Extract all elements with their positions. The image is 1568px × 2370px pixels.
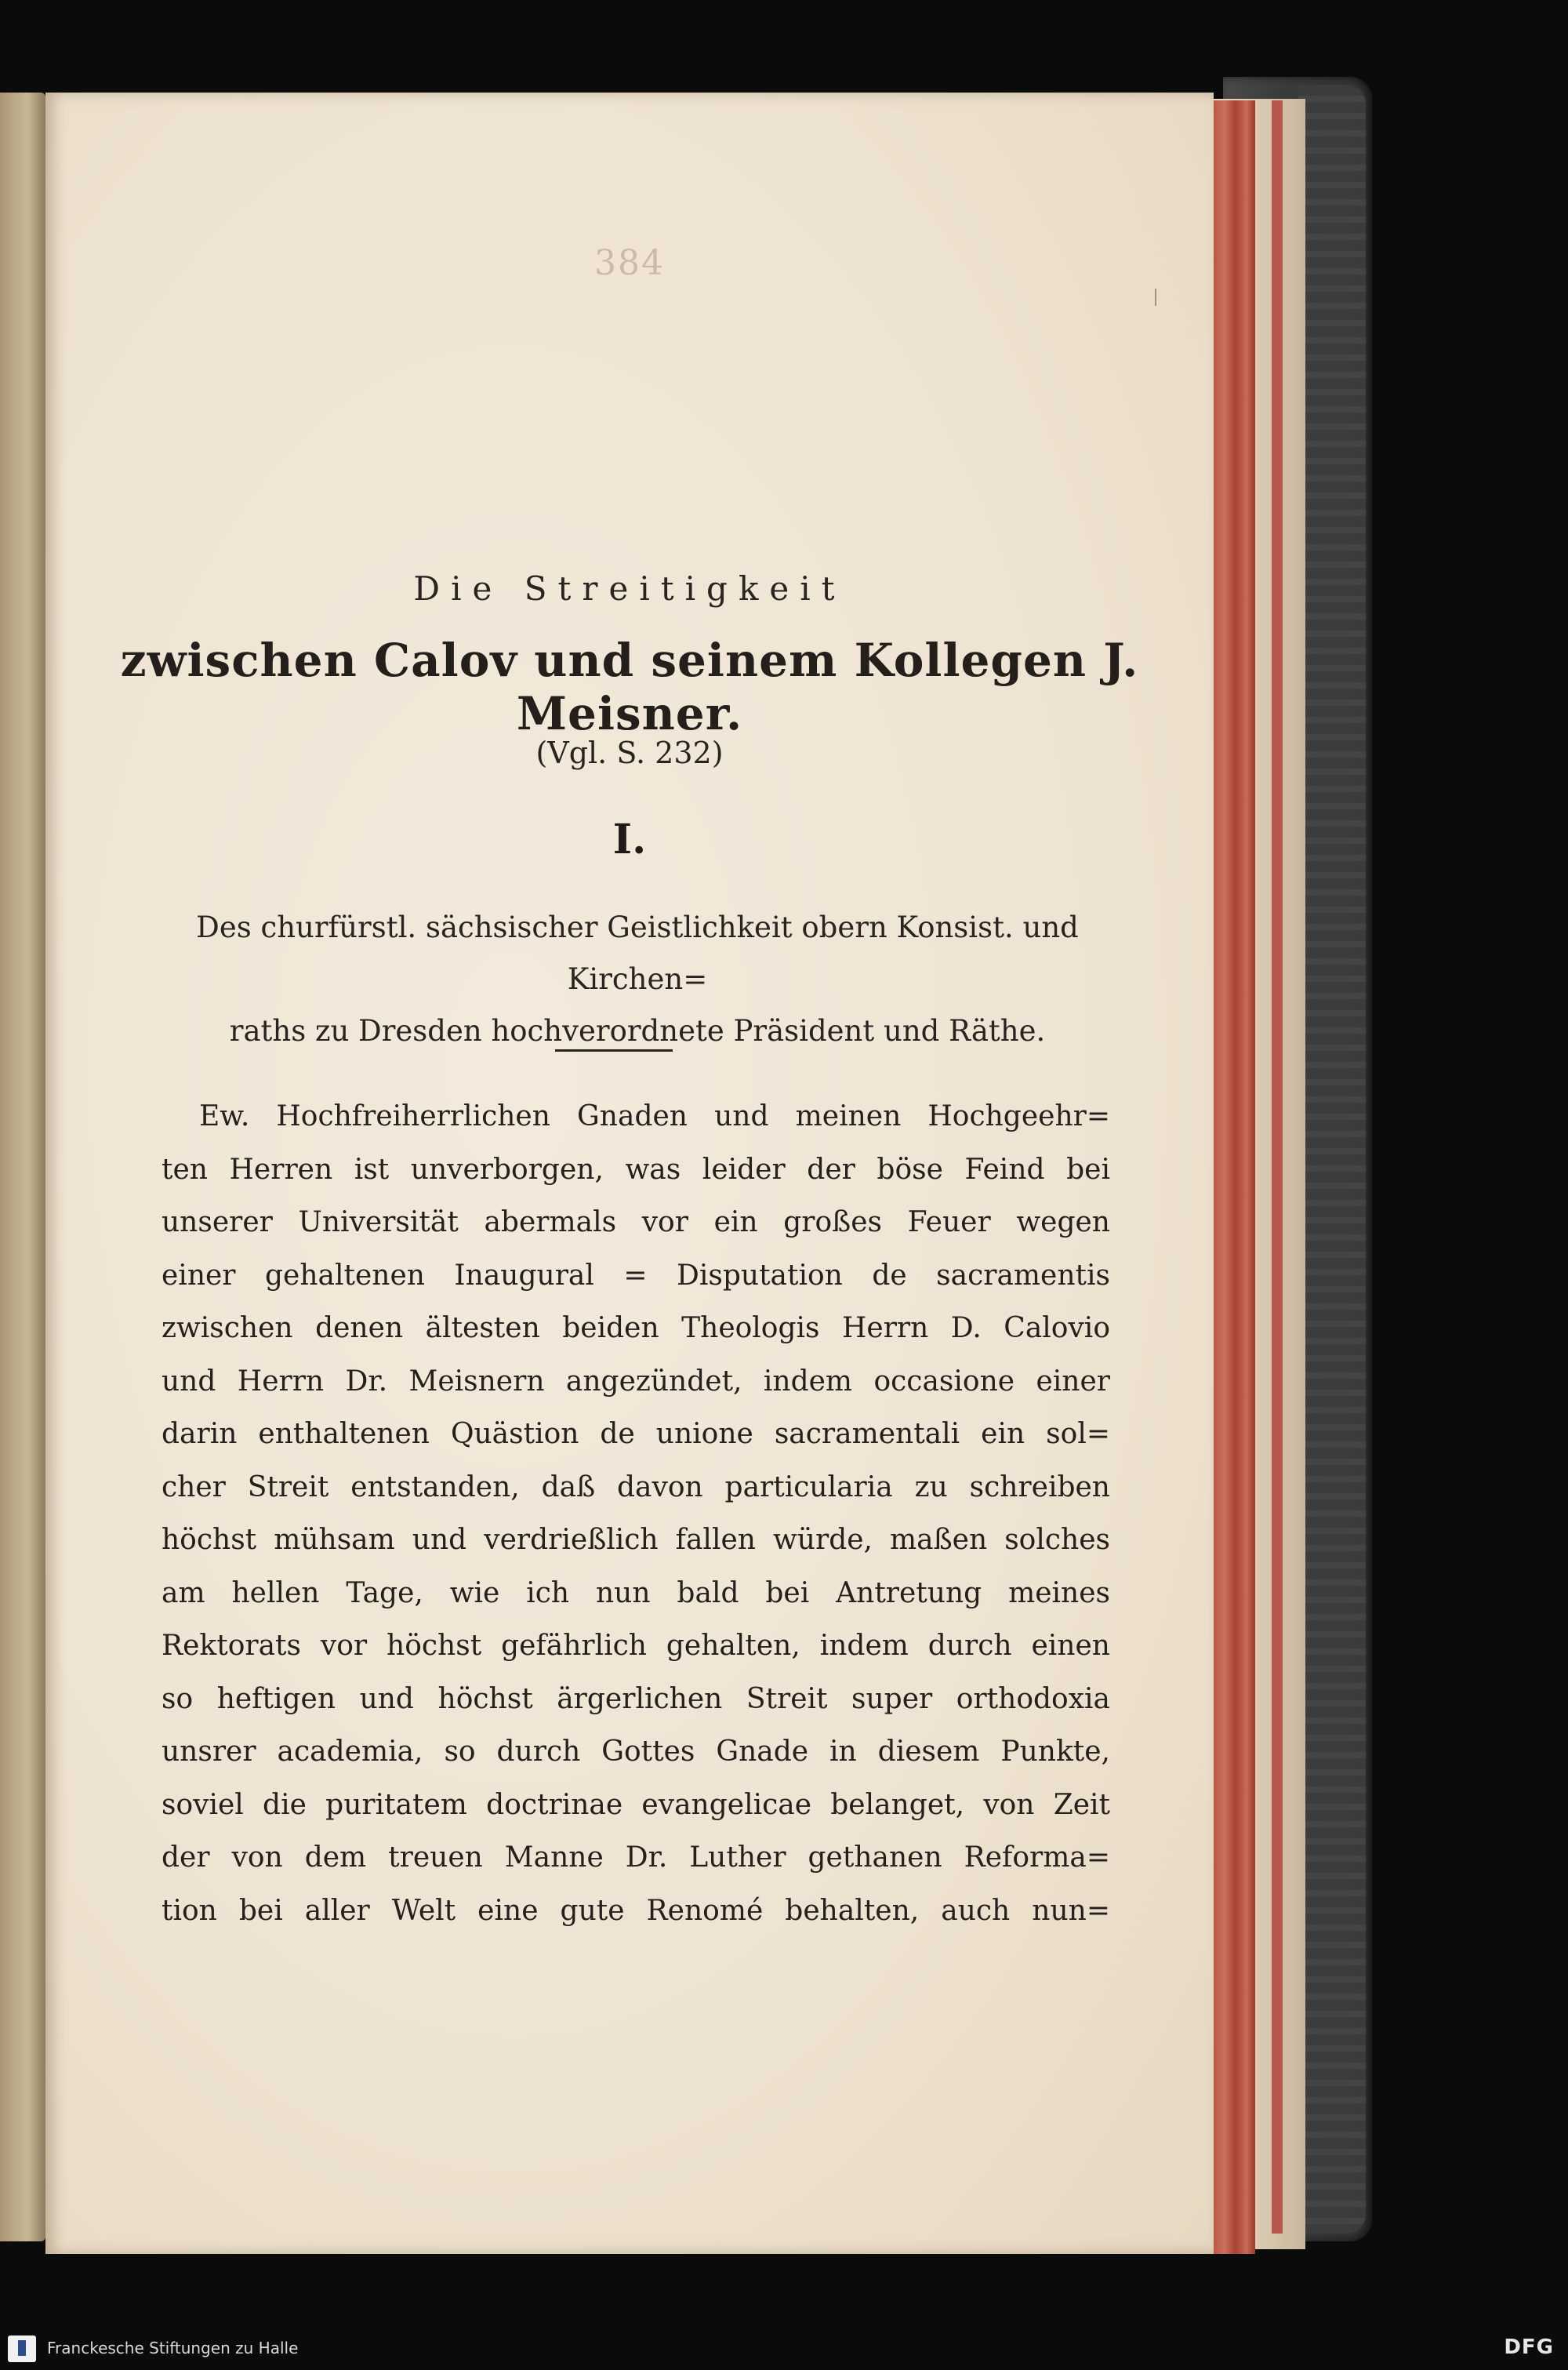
text-line: ten Herren ist unverborgen, was leider der böse Feind bei — [162, 1153, 1110, 1186]
bleedthrough-page-number: 384 — [594, 243, 665, 283]
text-line: einer gehaltenen Inaugural = Disputation de sacramentis — [162, 1259, 1110, 1292]
text-line: der von dem treuen Manne Dr. Luther gethanen Reforma= — [162, 1841, 1110, 1874]
addressee-line: Des churfürstl. sächsischer Geistlichkeit obern Konsist. und Kirchen= — [196, 911, 1079, 996]
text-line: zwischen denen ältesten beiden Theologis Herrn D. Calovio — [162, 1312, 1110, 1344]
cross-reference: (Vgl. S. 232) — [535, 736, 724, 770]
text-line: cher Streit entstanden, daß davon particularia zu schreiben — [162, 1470, 1110, 1503]
book-scan — [0, 69, 1380, 2246]
institution-label: Franckesche Stiftungen zu Halle — [47, 2339, 299, 2357]
franckesche-logo-icon — [8, 2335, 36, 2362]
pencil-mark — [1155, 289, 1156, 306]
text-line: unserer Universität abermals vor ein großes Feuer wegen — [162, 1206, 1110, 1238]
red-page-edge-secondary — [1272, 100, 1283, 2234]
text-line: am hellen Tage, wie ich nun bald bei Antretung meines — [162, 1576, 1110, 1609]
red-page-edge — [1211, 100, 1255, 2254]
body-text — [162, 1090, 1110, 1937]
section-numeral: I. — [612, 816, 647, 863]
text-line: soviel die puritatem doctrinae evangelicae belanget, von Zeit — [162, 1788, 1110, 1821]
addressee-heading — [163, 902, 1112, 1057]
text-line: und Herrn Dr. Meisnern angezündet, indem occasione einer — [162, 1365, 1110, 1398]
title-small: Die Streitigkeit — [413, 569, 846, 608]
text-line: tion bei aller Welt eine gute Renomé behalten, auch nun= — [162, 1894, 1110, 1927]
text-line: darin enthaltenen Quästion de unione sacramentali ein sol= — [162, 1418, 1110, 1450]
page-title: zwischen Calov und seinem Kollegen J. Meisner. — [120, 634, 1139, 740]
text-line: höchst mühsam und verdrießlich fallen würde, maßen solches — [162, 1524, 1110, 1556]
divider-rule — [555, 1049, 673, 1052]
viewer-footer — [0, 2325, 1568, 2370]
left-page-edge — [0, 93, 45, 2241]
text-line: so heftigen und höchst ärgerlichen Streit super orthodoxia — [162, 1682, 1110, 1715]
dfg-logo: DFG — [1504, 2335, 1554, 2359]
page — [45, 93, 1214, 2254]
text-line: Ew. Hochfreiherrlichen Gnaden und meinen Hochgeehr= — [199, 1100, 1110, 1132]
text-line: unsrer academia, so durch Gottes Gnade in diesem Punkte, — [162, 1736, 1110, 1768]
addressee-line: raths zu Dresden hochverordnete Präsident und Räthe. — [229, 1014, 1046, 1048]
cover-texture — [1298, 85, 1366, 2234]
text-line: Rektorats vor höchst gefährlich gehalten, indem durch einen — [162, 1630, 1110, 1662]
